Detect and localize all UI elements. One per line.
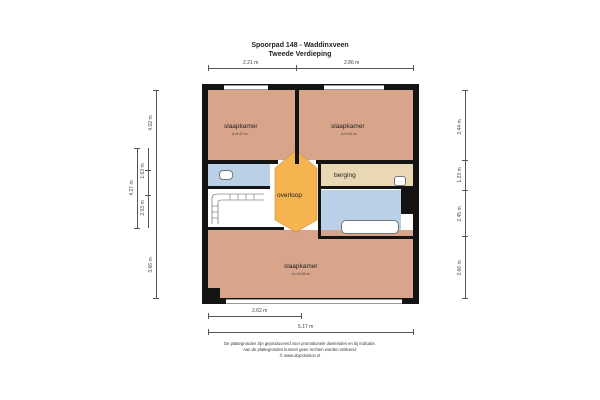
area-slaapkamer-1: A=9.42 m² [232, 132, 249, 136]
label-slaapkamer-3: slaapkamer [284, 263, 318, 270]
label-slaapkamer-2: slaapkamer [331, 123, 365, 130]
label-slaapkamer-1: slaapkamer [224, 123, 258, 130]
stair-steps [208, 190, 270, 227]
dim-right-1: 3.44 m [457, 119, 463, 135]
footer-line-2: Aan de plattegronden kunnen geen rechten worden ontleend. [243, 347, 357, 352]
wall-upper-horizontal-right [316, 160, 413, 164]
wall-corner-block [208, 288, 220, 298]
dim-right-3: 2.45 m [457, 206, 463, 222]
wall-shaft [401, 186, 413, 214]
dim-left-3: 2.03 m [140, 200, 146, 216]
wall-bedroom-divider [295, 90, 299, 164]
dim-left-2: 1.63 m [140, 163, 146, 179]
wall-right-block-left [318, 164, 321, 238]
dim-right-2: 1.23 m [457, 167, 463, 183]
bathtub [341, 220, 399, 234]
wall-outer-left [202, 84, 208, 304]
footer-line-1: De plattegronden zijn geproduceerd voor promotionele doeleinden en bij indicatie. [224, 341, 376, 346]
sink [394, 176, 406, 186]
plan-title: Spoorpad 148 - Waddinxveen [251, 42, 349, 49]
wall-toilet-bottom [208, 186, 270, 189]
wall-outer-right [413, 84, 419, 304]
dim-left-outer: 4.27 m [129, 180, 135, 196]
dim-bottom-left: 2.62 m [252, 308, 268, 314]
label-berging: berging [334, 172, 356, 179]
area-slaapkamer-3: A=16.38 m² [292, 272, 311, 276]
room-toilet [208, 164, 270, 186]
wall-bath-bottom [318, 236, 413, 239]
dim-left-bottom: 3.66 m [148, 257, 154, 273]
dim-bottom-total: 5.17 m [298, 324, 314, 330]
dim-top-right: 2.86 m [344, 60, 360, 66]
wall-upper-horizontal-left [208, 160, 278, 164]
wall-stair-bottom [208, 227, 284, 230]
toilet-fixture [219, 170, 233, 180]
wall-berging-bottom [321, 186, 401, 189]
window-bedroom-2 [324, 85, 384, 90]
dim-left-top: 4.02 m [148, 115, 154, 131]
footer-line-3: © www.objectvision.nl [279, 353, 321, 358]
label-overloop: overloop [277, 192, 302, 199]
window-bedroom-1 [224, 85, 268, 90]
plan-subtitle: Tweede Verdieping [268, 51, 332, 58]
window-bedroom-3 [226, 299, 402, 304]
dim-top-left: 2.21 m [243, 60, 259, 66]
area-slaapkamer-2: A=9.93 m² [341, 132, 358, 136]
dim-right-4: 3.66 m [457, 260, 463, 276]
